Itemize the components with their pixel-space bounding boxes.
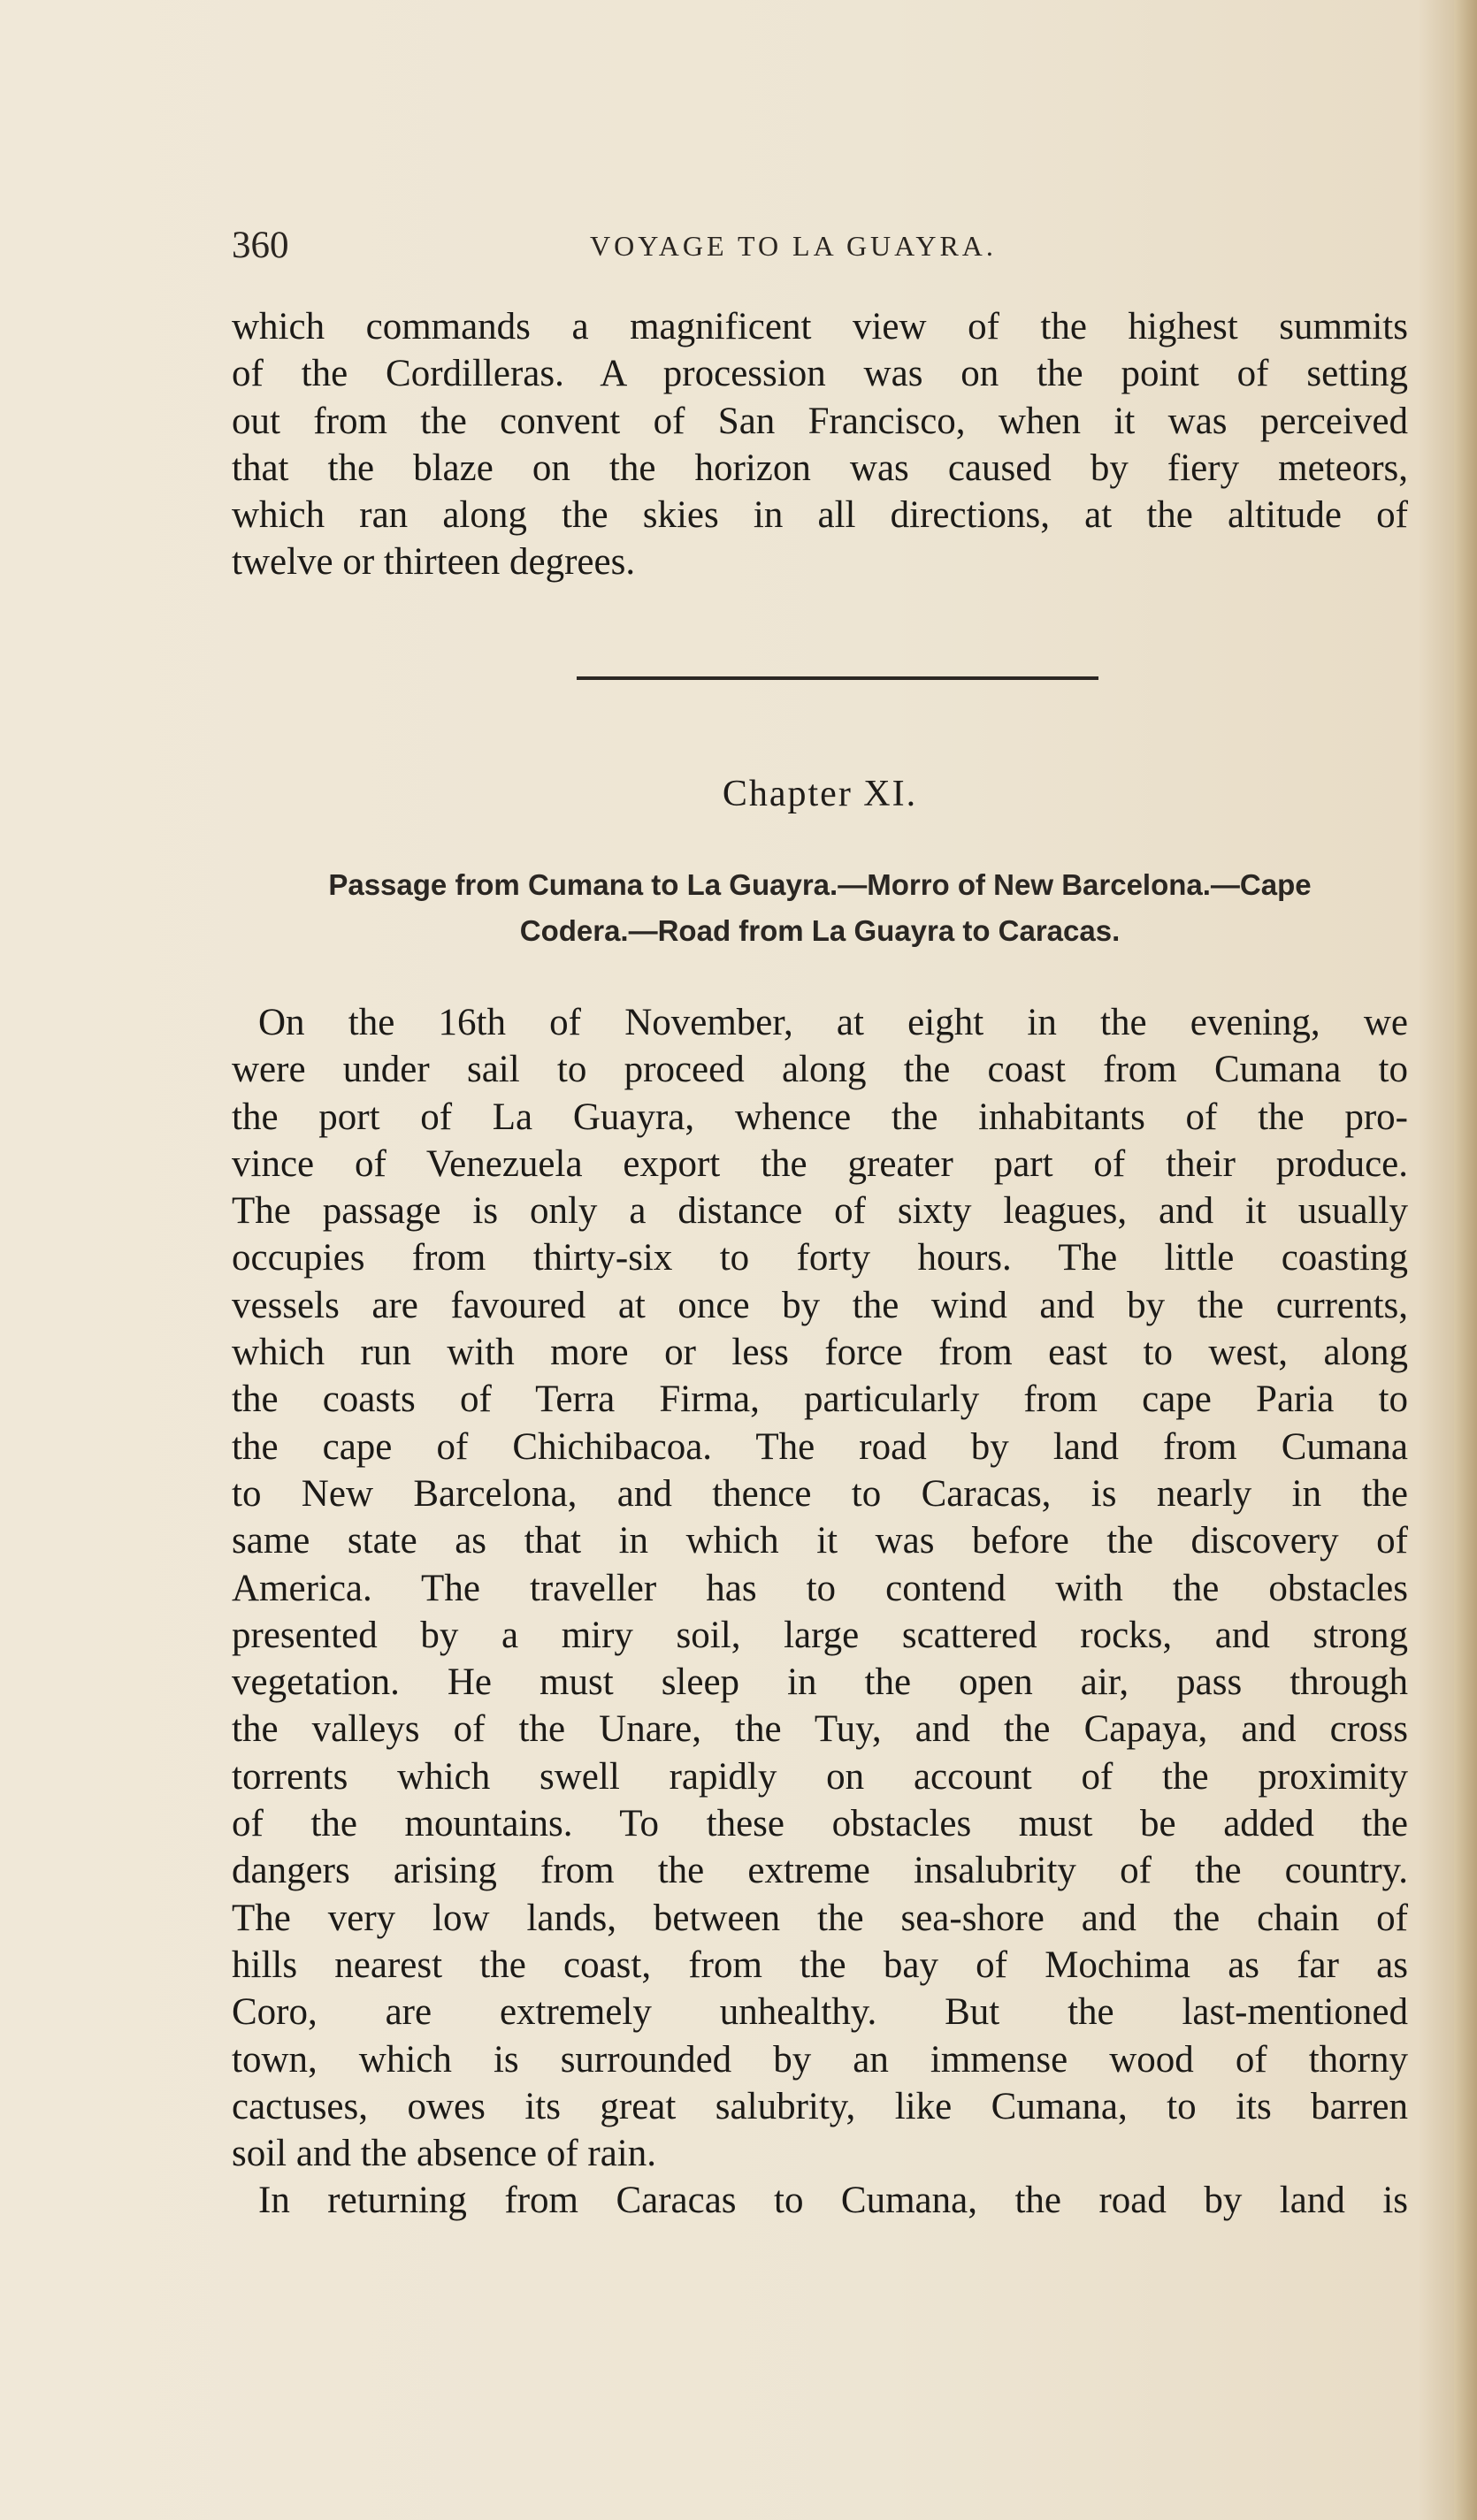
- text-line: The very low lands, between the sea-shore and the chain of: [232, 1897, 1408, 1939]
- text-line: which ran along the skies in all directions, at the altitude of: [232, 494, 1408, 537]
- section-divider: [577, 676, 1098, 680]
- page-number: 360: [232, 225, 289, 266]
- text-line: America. The traveller has to contend with the obstacles: [232, 1567, 1408, 1609]
- text-line: which run with more or less force from east to west, along: [232, 1332, 1408, 1374]
- text-line: hills nearest the coast, from the bay of Mochima as far as: [232, 1943, 1408, 1986]
- chapter-title: Chapter XI.: [722, 774, 918, 814]
- text-line: of the mountains. To these obstacles must be added the: [232, 1803, 1408, 1845]
- text-line: the valleys of the Unare, the Tuy, and the Capaya, and cross: [232, 1708, 1408, 1751]
- text-line: were under sail to proceed along the coast from Cumana to: [232, 1049, 1408, 1091]
- text-line: the coasts of Terra Firma, particularly from cape Paria to: [232, 1378, 1408, 1421]
- text-line: the port of La Guayra, whence the inhabitants of the pro-: [232, 1096, 1408, 1138]
- text-line: the cape of Chichibacoa. The road by land from Cumana: [232, 1425, 1408, 1468]
- text-line: to New Barcelona, and thence to Caracas, is nearly in the: [232, 1472, 1408, 1515]
- text-line: The passage is only a distance of sixty leagues, and it usually: [232, 1190, 1408, 1233]
- summary-line: Codera.—Road from La Guayra to Caracas.: [519, 914, 1121, 947]
- text-line: vessels are favoured at once by the wind and by the currents,: [232, 1284, 1408, 1326]
- page-edge: [1454, 0, 1477, 2520]
- text-line: torrents which swell rapidly on account of the proximity: [232, 1755, 1408, 1798]
- summary-line: Passage from Cumana to La Guayra.—Morro of New Barcelona.—Cape: [328, 868, 1312, 901]
- page-header: [232, 219, 1408, 272]
- chapter-body: [232, 999, 1408, 2225]
- text-line: cactuses, owes its great salubrity, like Cumana, to its barren: [232, 2085, 1408, 2127]
- text-line: In returning from Caracas to Cumana, the road by land is: [258, 2180, 1408, 2222]
- text-line: occupies from thirty-six to forty hours. The little coasting: [232, 1237, 1408, 1279]
- text-line: vince of Venezuela export the greater part of their produce.: [232, 1142, 1408, 1185]
- text-line: out from the convent of San Francisco, when it was perceived: [232, 400, 1408, 442]
- text-line: soil and the absence of rain.: [232, 2133, 656, 2175]
- text-line: presented by a miry soil, large scattered rocks, and strong: [232, 1614, 1408, 1656]
- text-line: vegetation. He must sleep in the open air, pass through: [232, 1661, 1408, 1704]
- text-line: of the Cordilleras. A procession was on the point of setting: [232, 353, 1408, 395]
- text-line: On the 16th of November, at eight in the evening, we: [258, 1002, 1408, 1043]
- text-line: which commands a magnificent view of the highest summits: [232, 306, 1408, 347]
- text-line: dangers arising from the extreme insalubrity of the country.: [232, 1850, 1408, 1892]
- running-head: VOYAGE TO LA GUAYRA.: [590, 230, 997, 262]
- text-line: twelve or thirteen degrees.: [232, 541, 636, 584]
- text-line: town, which is surrounded by an immense wood of thorny: [232, 2038, 1408, 2081]
- text-line: Coro, are extremely unhealthy. But the last-mentioned: [232, 1991, 1408, 2034]
- text-line: same state as that in which it was before the discovery of: [232, 1520, 1408, 1562]
- intro-paragraph: [232, 303, 1408, 586]
- text-line: that the blaze on the horizon was caused by fiery meteors,: [232, 447, 1408, 489]
- chapter-summary: [232, 862, 1408, 954]
